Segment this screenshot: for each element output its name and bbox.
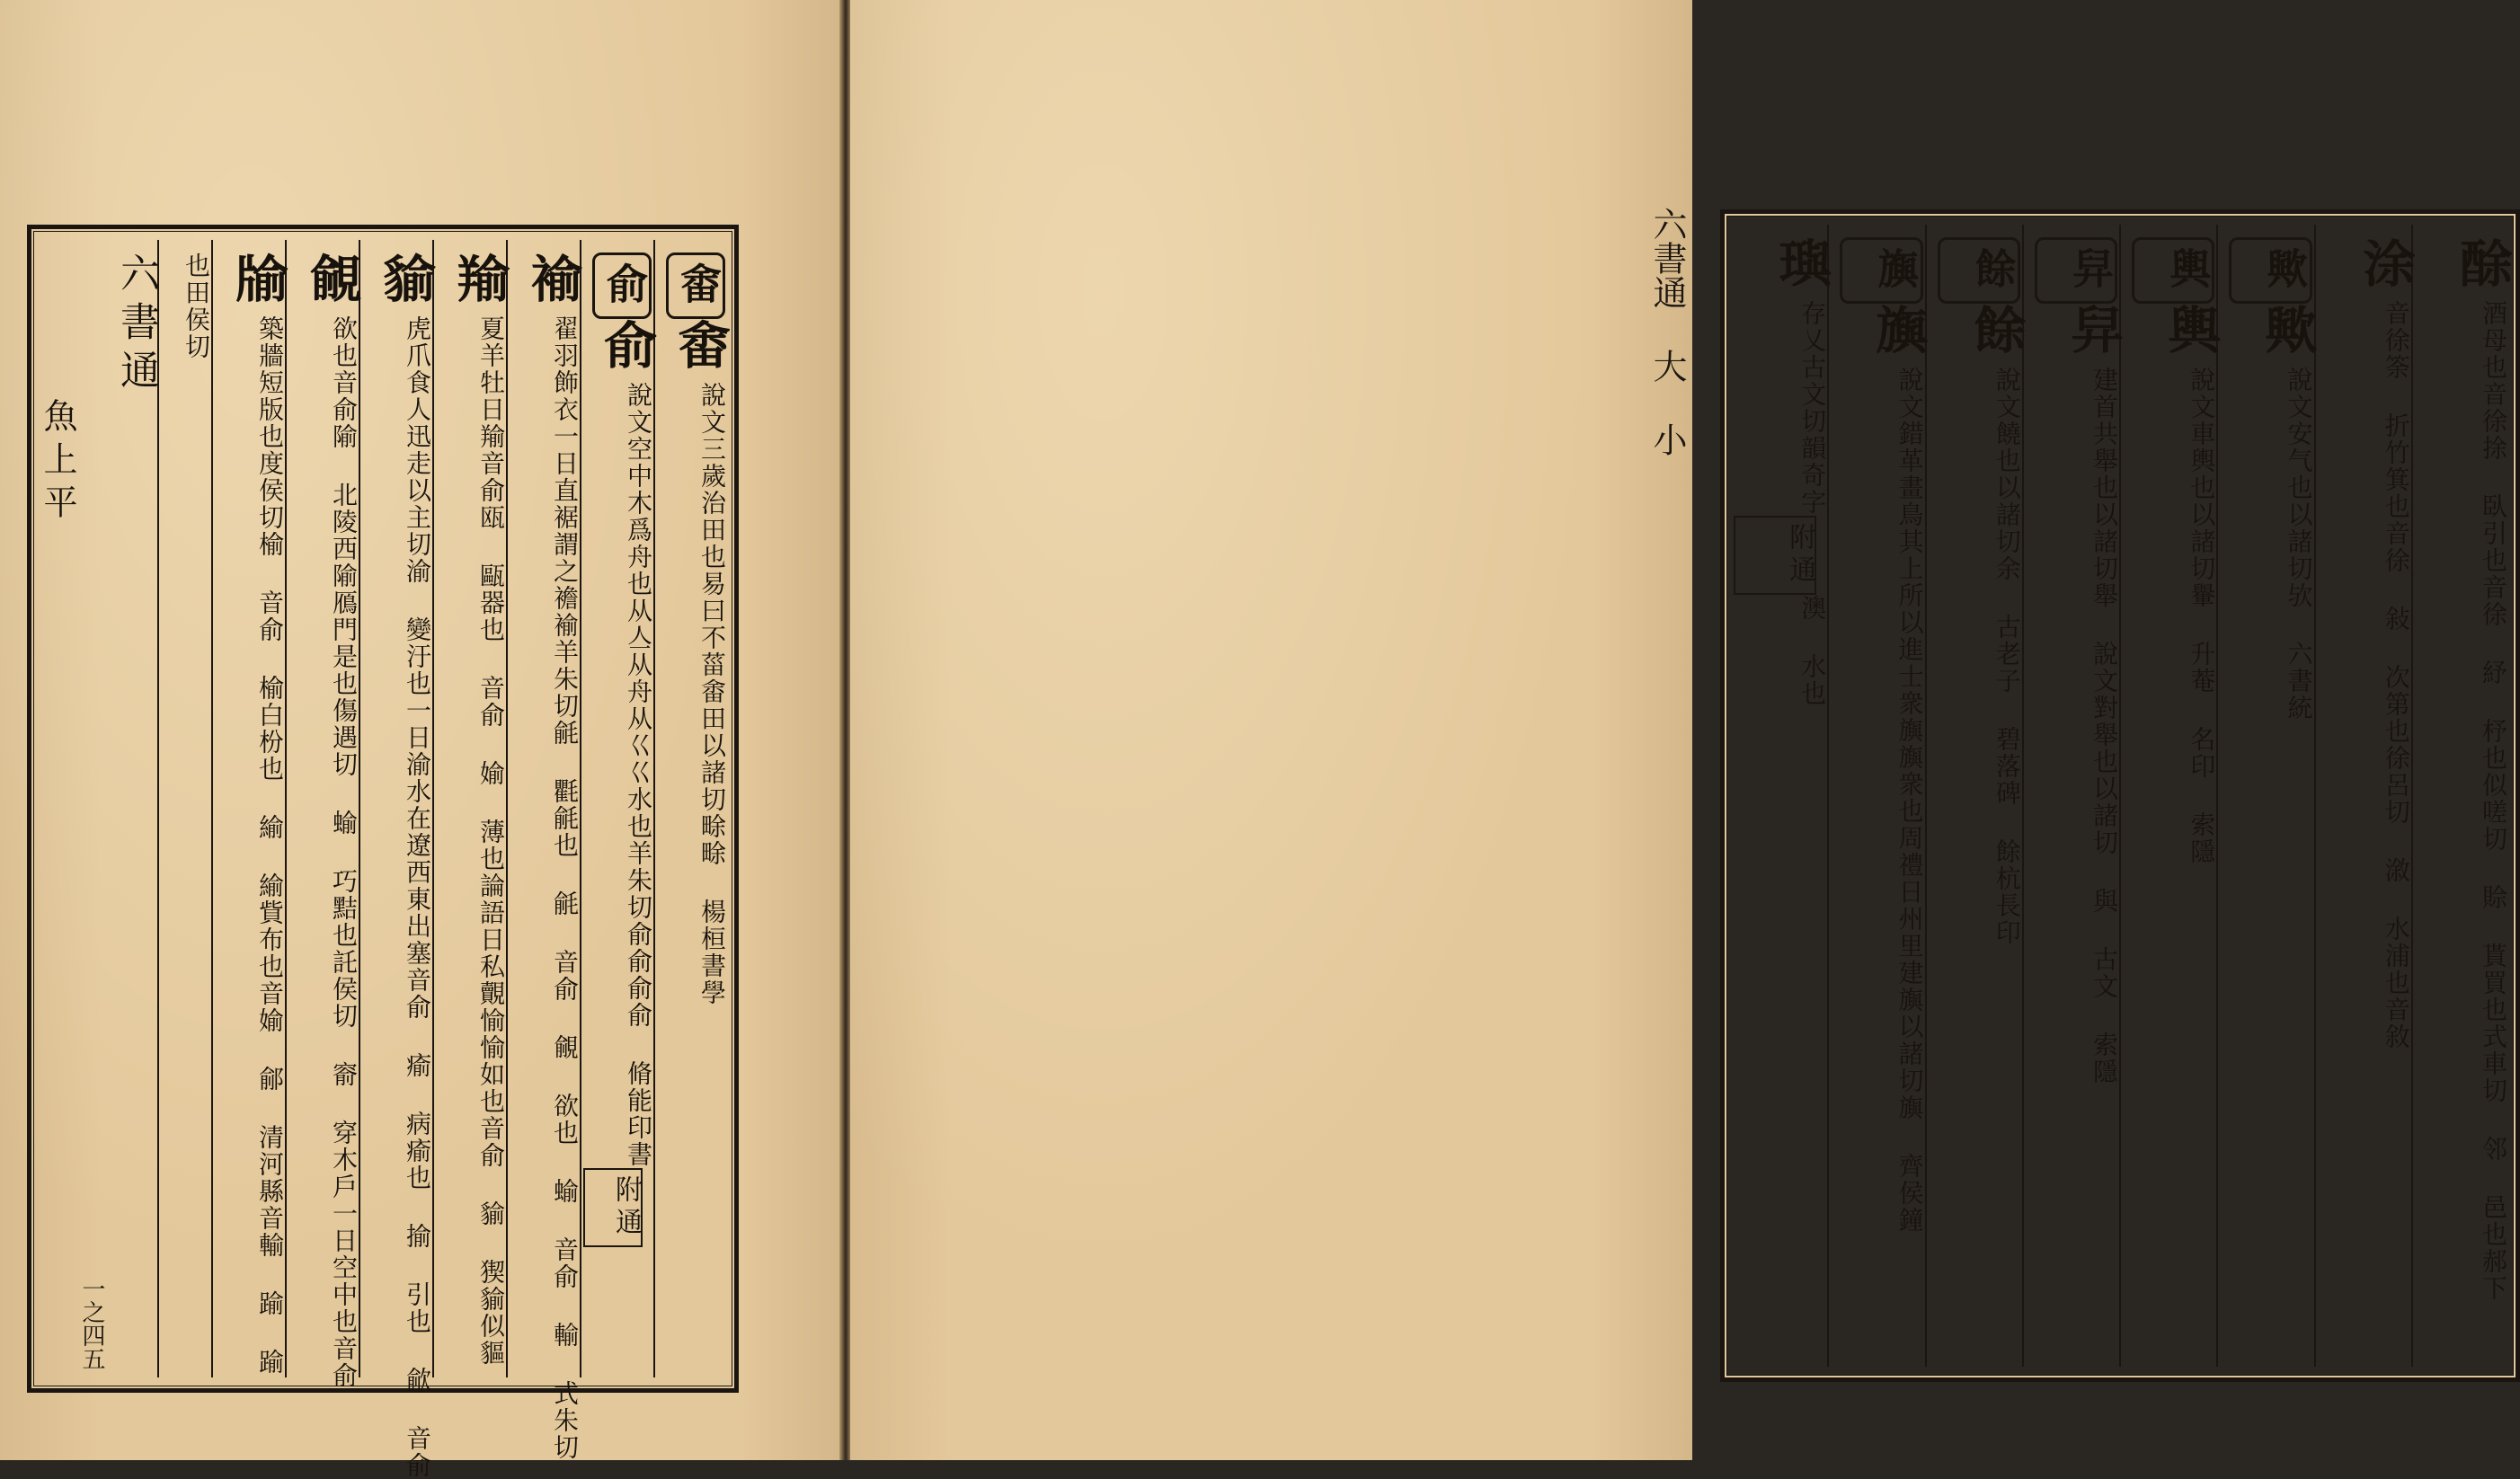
left-columns (38, 240, 732, 1479)
seal-character: 貐 (374, 252, 438, 315)
head-character-box: 輿 (2132, 237, 2214, 304)
seal-character: 餘 (1965, 304, 2028, 367)
head-character-box: 俞 (592, 252, 652, 319)
seal-character: 覦 (300, 252, 364, 315)
entry-variants: 舉 說文對舉也以諸切 與 古文 索隱 (2090, 582, 2119, 1085)
entry-note: 說文車輿也以諸切 (2187, 367, 2217, 582)
entry-column-6 (1927, 225, 2028, 1367)
entry-note: 欲也音俞 (329, 315, 359, 423)
entry-note: 說文三歲治田也易曰不菑畬田以諸切 (697, 382, 727, 813)
entry-variants: 隃 北陵西隃鴈門是也傷遇切 蝓 巧黠也託侯切 窬 穿木戶一日空中也音俞 (329, 423, 359, 1389)
entry-column-1 (655, 240, 732, 1377)
entry-column-4 (2121, 225, 2223, 1367)
entry-note: 說文饒也以諸切 (1992, 367, 2022, 555)
margin-column (39, 240, 159, 1377)
seal-character: 牏 (226, 252, 290, 315)
book-title: 六書通 (113, 252, 159, 398)
head-character-box: 舁 (2035, 237, 2117, 304)
head-character-box: 畬 (666, 252, 725, 319)
entry-note: 翟羽飾衣一日直裾謂之襜褕羊朱切 (550, 315, 580, 720)
seal-character: 酴 (2451, 237, 2514, 300)
seal-character: 輿 (2159, 304, 2223, 367)
entry-variants: 旟 齊侯鐘 (1894, 1094, 1925, 1234)
tone-label: 上平 (38, 441, 77, 527)
right-page (850, 0, 2514, 1460)
folio-number: 一之四五 (78, 1277, 105, 1370)
entry-note: 說文空中木爲舟也从亼从舟从巜巜水也羊朱切 (624, 382, 653, 921)
entry-column-1 (2413, 225, 2514, 1367)
seal-character: 旟 (1868, 304, 1930, 367)
head-character-box: 旟 (1840, 237, 1922, 304)
left-page-frame (27, 225, 739, 1479)
head-character-box: 餘 (1938, 237, 2020, 304)
entry-note: 說文錯革畫鳥其上所以進士衆旟旟衆也周禮日州里建旟以諸切 (1894, 367, 1925, 1094)
seal-character: 畬 (669, 319, 732, 382)
entry-variants: 余 古老子 碧落碑 餘杭長印 (1992, 555, 2022, 946)
seal-character: 俞 (595, 319, 659, 382)
entry-variants: 畭畭 楊桓書學 (697, 813, 727, 1006)
entry-variants: 欤 六書統 (2284, 582, 2314, 722)
entry-column-8 (159, 240, 213, 1377)
seal-character: 舁 (2062, 304, 2125, 367)
seal-character: 歟 (2257, 304, 2320, 367)
entry-column-4 (434, 240, 511, 1377)
entry-variants: 瓯 甌器也 音俞 媮 薄也論語日私覿愉愉如也音俞 貐 猰貐似貙 (476, 504, 506, 1367)
entry-note: 也田侯切 (182, 252, 211, 360)
head-character-box: 歟 (2229, 237, 2311, 304)
entry-note: 酒母也音徐 (2479, 300, 2508, 435)
entry-column-5 (360, 240, 438, 1479)
left-page (0, 0, 841, 1479)
entry-column-2 (581, 240, 659, 1377)
next-leaf-edge-text: 六書通 大 小 (1647, 207, 1687, 456)
entry-column-7 (213, 240, 290, 1377)
entry-note: 建首共舉也以諸切 (2090, 367, 2119, 582)
seal-character: 褕 (521, 252, 585, 315)
rhyme-label: 魚 (38, 398, 77, 441)
entry-variants: 渝 變汙也一日渝水在遼西東出塞音俞 瘉 病瘉也 揄 引也 歈 音俞 (403, 558, 432, 1479)
entry-variants: 毹 氍毹也 毹 音俞 覦 欲也 蝓 音俞 輸 式朱切 (550, 720, 580, 1461)
entry-variants: 捈 臥引也音徐 紓 杼也似嗟切 賒 貰買也式車切 邻 邑也郝下 (2479, 435, 2508, 1302)
appendix-tag: 附通 (1734, 516, 1816, 595)
entry-column-7 (1829, 225, 1930, 1367)
seal-character: 涂 (2354, 237, 2417, 300)
entry-column-2 (2316, 225, 2417, 1367)
appendix-tag: 附通 (583, 1168, 643, 1247)
entry-column-3 (2218, 225, 2320, 1367)
entry-note: 虎爪食人迅走以主切 (403, 315, 432, 558)
entry-variants: 俞俞俞俞 脩能印書 (624, 921, 653, 1168)
entry-column-5 (2024, 225, 2125, 1367)
entry-variants: 轝 升菴 名印 索隱 (2187, 582, 2217, 865)
entry-column-8 (1732, 225, 1833, 1367)
entry-note: 築牆短版也度侯切 (255, 315, 285, 531)
right-page-frame (1720, 209, 2520, 1382)
entry-variants: 榆 音俞 榆白枌也 緰 緰貲布也音媮 鄃 清河縣音輸 踰 踰 (255, 531, 285, 1376)
right-columns (1732, 225, 2514, 1367)
seal-character: 璵 (1770, 237, 1833, 300)
appendix-entry: 澳 水也 (1797, 595, 1828, 707)
entry-column-3 (508, 240, 585, 1461)
entry-note: 音徐 (2381, 300, 2411, 354)
entry-column-6 (287, 240, 364, 1389)
entry-note: 存乂古文切韻奇字 (1797, 300, 1828, 516)
entry-note: 夏羊牡日羭音俞 (476, 315, 506, 504)
entry-note: 說文安气也以諸切 (2284, 367, 2314, 582)
seal-character: 羭 (448, 252, 511, 315)
entry-variants: 筡 折竹箕也音徐 敍 次第也徐呂切 漵 水浦也音敘 (2381, 354, 2411, 1050)
